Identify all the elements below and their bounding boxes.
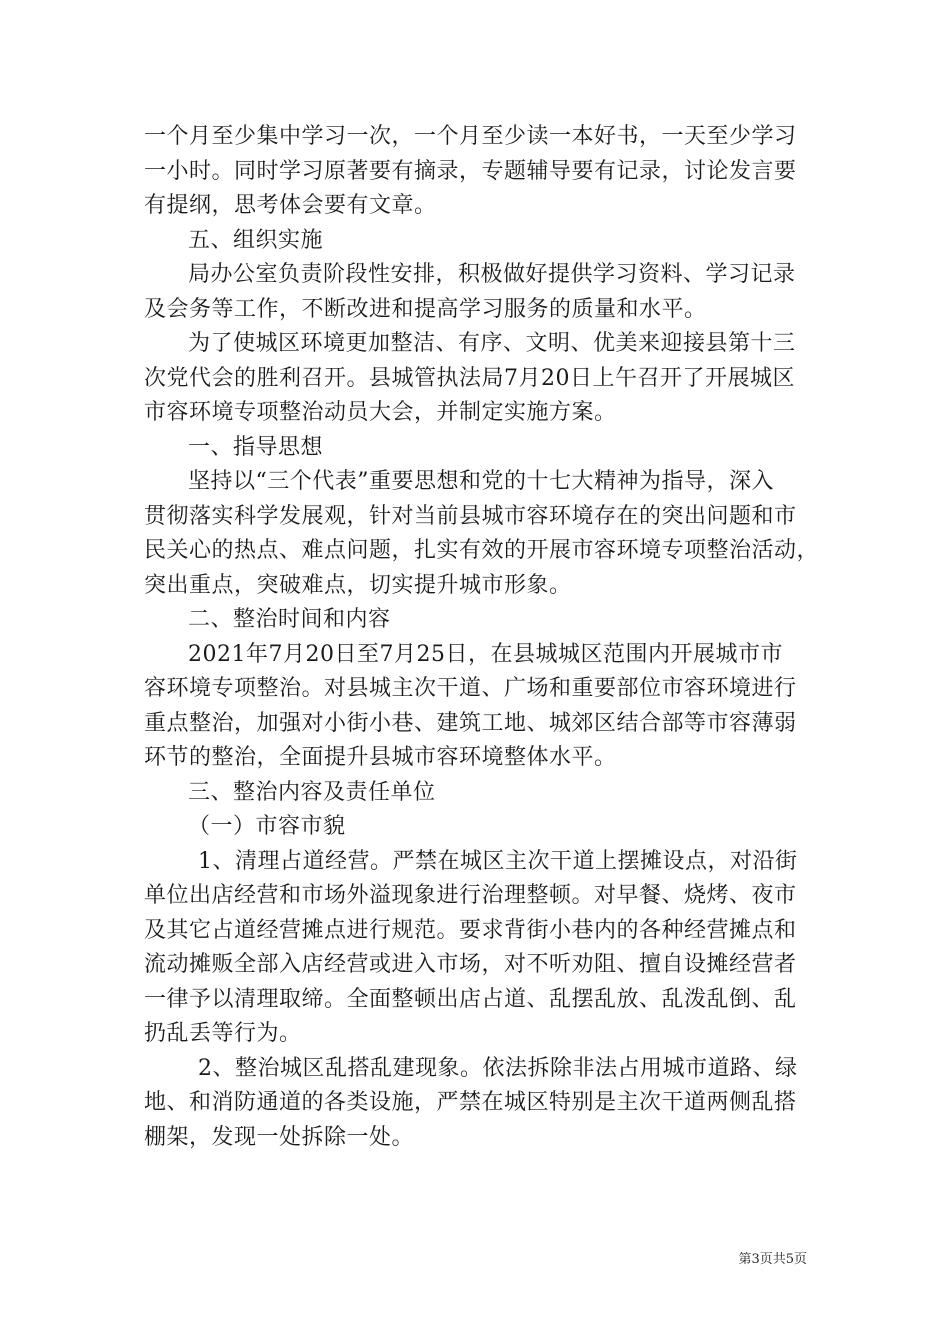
subsection-heading: （一）市容市貌 <box>188 814 346 839</box>
text-line: 局办公室负责阶段性安排，积极做好提供学习资料、学习记录 <box>188 262 796 287</box>
text-line: 坚持以“三个代表”重要思想和党的十七大精神为指导，深入 <box>188 469 774 494</box>
text-line: 一小时。同时学习原著要有摘录，专题辅导要有记录，讨论发言要 <box>144 158 797 184</box>
text-line: 扔乱丢等行为。 <box>144 1021 302 1046</box>
text-line: 有提纲，思考体会要有文章。 <box>144 193 437 218</box>
text-line: 市容环境专项整治动员大会，并制定实施方案。 <box>144 400 617 425</box>
text-line: 环节的整治，全面提升县城市容环境整体水平。 <box>144 745 617 770</box>
text-line: 民关心的热点、难点问题，扎实有效的开展市容环境专项整治活动， <box>144 538 820 563</box>
text-line: 1、清理占道经营。严禁在城区主次干道上摆摊设点，对沿街 <box>198 848 798 874</box>
text-line: 地、和消防通道的各类设施，严禁在城区特别是主次干道两侧乱搭 <box>144 1090 797 1115</box>
section-heading: 二、整治时间和内容 <box>188 607 391 632</box>
text-line: 一个月至少集中学习一次，一个月至少读一本好书，一天至少学习 <box>144 124 797 149</box>
text-line: 流动摊贩全部入店经营或进入市场，对不听劝阻、擅自设摊经营者 <box>144 952 797 977</box>
text-line: 贯彻落实科学发展观，针对当前县城市容环境存在的突出问题和市 <box>144 503 797 529</box>
text-line: 为了使城区环境更加整洁、有序、文明、优美来迎接县第十三 <box>188 331 796 356</box>
text-line: 棚架，发现一处拆除一处。 <box>144 1124 415 1150</box>
document-body <box>144 120 820 1155</box>
text-line: 容环境专项整治。对县城主次干道、广场和重要部位市容环境进行 <box>144 676 797 701</box>
section-heading: 五、组织实施 <box>188 227 324 253</box>
page-number: 第3页共5页 <box>738 1252 807 1267</box>
text-line: 重点整治，加强对小街小巷、建筑工地、城郊区结合部等市容薄弱 <box>144 710 797 736</box>
text-line: 一律予以清理取缔。全面整顿出店占道、乱摆乱放、乱泼乱倒、乱 <box>144 986 797 1012</box>
section-heading: 三、整治内容及责任单位 <box>188 779 436 805</box>
text-line: 2021年7月20日至7月25日，在县城城区范围内开展城市市 <box>188 641 783 667</box>
text-line: 及会务等工作，不断改进和提高学习服务的质量和水平。 <box>144 296 707 322</box>
section-heading: 一、指导思想 <box>188 434 324 460</box>
text-line: 及其它占道经营摊点进行规范。要求背街小巷内的各种经营摊点和 <box>144 917 797 943</box>
text-line: 次党代会的胜利召开。县城管执法局7月20日上午召开了开展城区 <box>144 365 795 391</box>
text-line: 单位出店经营和市场外溢现象进行治理整顿。对早餐、烧烤、夜市 <box>144 883 797 908</box>
text-line: 突出重点，突破难点，切实提升城市形象。 <box>144 572 572 598</box>
text-line: 2、整治城区乱搭乱建现象。依法拆除非法占用城市道路、绿 <box>198 1055 798 1081</box>
